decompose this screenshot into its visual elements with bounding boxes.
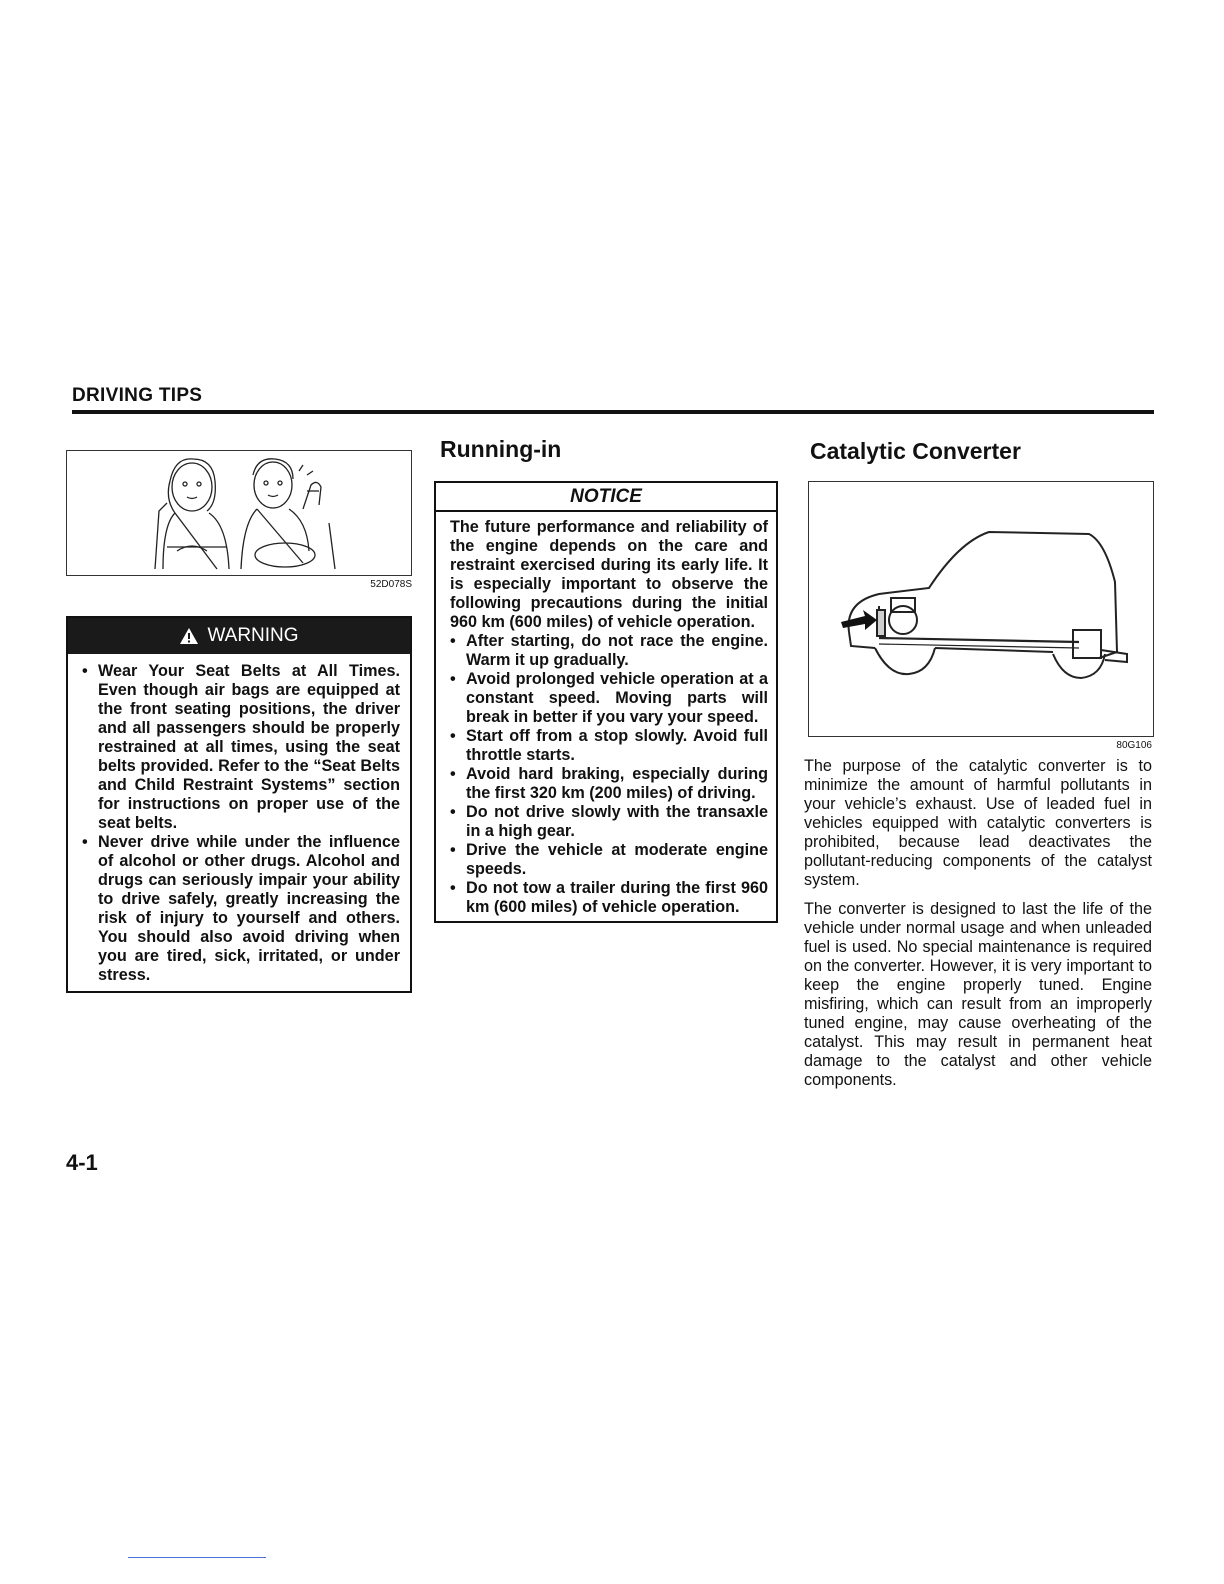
middle-column <box>434 436 778 923</box>
page-number: 4-1 <box>66 1150 98 1175</box>
notice-list <box>450 632 768 917</box>
notice-item: • Avoid hard braking, especially during the first 320 km (200 miles) of driving. <box>450 765 768 803</box>
notice-title: NOTICE <box>436 483 776 512</box>
seatbelt-drawing-icon <box>67 451 410 574</box>
notice-item: • Avoid prolonged vehicle operation at a constant speed. Moving parts will break in better if you vary your speed. <box>450 670 768 727</box>
running-in-heading: Running-in <box>440 436 562 462</box>
catalytic-converter-illustration <box>808 481 1154 737</box>
catalytic-paragraph-maintenance: The converter is designed to last the life of the vehicle under normal usage and when unleaded fuel is used. No special maintenance is required on the converter. However, it is very important to keep the engine properly tuned. Engine misfiring, which can result from an improperly tuned engine, may cause overheating of the catalyst. This may result in permanent heat damage to the catalyst and other vehicle components. <box>804 900 1152 1089</box>
notice-body <box>436 512 776 921</box>
notice-item: • Do not drive slowly with the transaxle in a high gear. <box>450 803 768 841</box>
warning-list <box>68 654 410 991</box>
catalytic-converter-heading: Catalytic Converter <box>810 438 1021 464</box>
warning-item-alcohol-drugs: • Never drive while under the influence of alcohol or other drugs. Alcohol and drugs can seriously impair your ability to drive safely, greatly increasing the risk of injury to yourself and others. You should also avoid driving when you are tired, sick, irritated, or under stress. <box>80 833 400 985</box>
notice-box <box>434 481 778 923</box>
figure-code-80g106: 80G106 <box>1116 740 1152 751</box>
section-header: DRIVING TIPS <box>72 385 203 406</box>
notice-item: • After starting, do not race the engine. Warm it up gradually. <box>450 632 768 670</box>
car-exhaust-diagram-icon <box>809 482 1152 735</box>
figure-code-52d078s: 52D078S <box>370 579 412 590</box>
seatbelt-illustration <box>66 450 412 576</box>
warning-triangle-icon <box>179 627 199 645</box>
catalytic-paragraph-purpose: The purpose of the catalytic converter is to minimize the amount of harmful pollutants in your vehicle’s exhaust. Use of leaded fuel in vehicles equipped with catalytic converters is prohibited, because lead deactivates the pollutant-reducing components of the catalyst system. <box>804 757 1152 889</box>
warning-label: WARNING <box>207 625 299 646</box>
left-column <box>66 450 412 993</box>
notice-item: • Drive the vehicle at moderate engine speeds. <box>450 841 768 879</box>
footer-rule <box>128 1557 266 1558</box>
notice-intro: The future performance and reliability of the engine depends on the care and restraint exercised during its early life. It is especially important to observe the following precautions during the initial 960 km (600 miles) of vehicle operation. <box>450 518 768 631</box>
notice-item: • Do not tow a trailer during the first 960 km (600 miles) of vehicle operation. <box>450 879 768 917</box>
warning-header <box>68 618 410 654</box>
header-rule <box>72 410 1154 414</box>
warning-box <box>66 616 412 993</box>
warning-item-seat-belts: • Wear Your Seat Belts at All Times. Even though air bags are equipped at the front seating positions, the driver and all passengers should be properly restrained at all times, using the seat belts provided. Refer to the “Seat Belts and Child Restraint Systems” section for instructions on proper use of the seat belts. <box>80 662 400 833</box>
notice-item: • Start off from a stop slowly. Avoid full throttle starts. <box>450 727 768 765</box>
right-column <box>804 438 1152 1100</box>
